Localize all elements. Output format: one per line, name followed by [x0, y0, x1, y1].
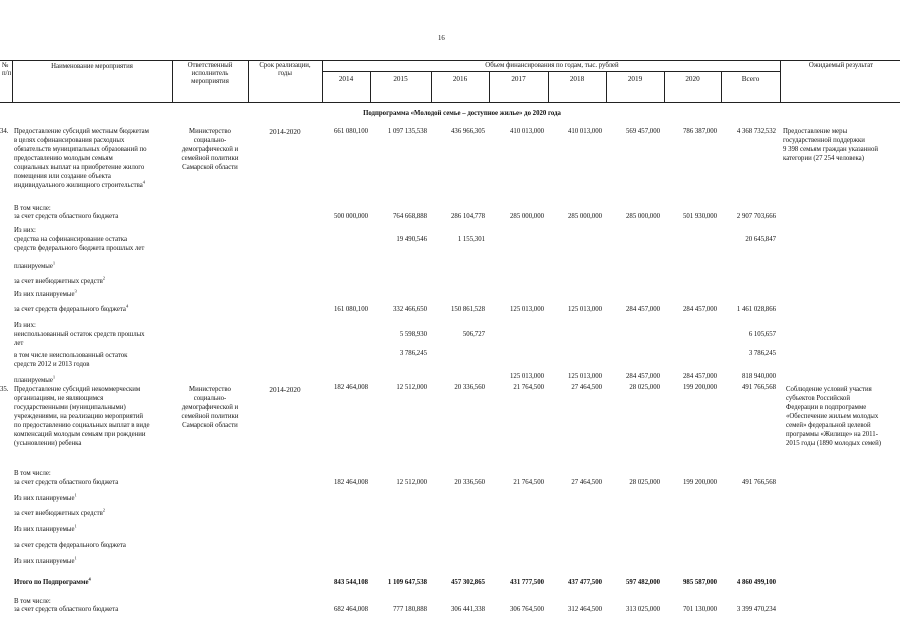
- col-header-year-2016: 2016: [452, 75, 468, 83]
- value-total: 20 645,847: [745, 236, 776, 243]
- value-2018: 285 000,000: [568, 213, 602, 220]
- value-2019: 597 482,000: [626, 579, 660, 586]
- value-2015: 764 668,888: [393, 213, 427, 220]
- value-2018: 27 464,500: [571, 384, 602, 391]
- result-line: программы «Жилище» на 2011-: [786, 431, 878, 438]
- value-2015: 19 490,546: [396, 236, 427, 243]
- value-2016: 286 104,778: [451, 213, 485, 220]
- value-2020: 985 587,000: [683, 579, 717, 586]
- value-2016: 306 441,338: [451, 606, 485, 613]
- value-2016: 1 155,301: [457, 236, 485, 243]
- responsible-line: семейной политики: [181, 413, 239, 420]
- value-2015: 1 109 647,538: [387, 579, 427, 586]
- value-total: 491 766,568: [742, 479, 776, 486]
- row-label: Из них планируемые$^1$: [14, 555, 77, 565]
- responsible-line: Министерство: [189, 386, 231, 393]
- value-2017: 410 013,000: [510, 128, 544, 135]
- value-2015: 12 512,000: [396, 384, 427, 391]
- value-2019: 313 025,000: [626, 606, 660, 613]
- value-2014: 843 544,108: [334, 579, 368, 586]
- col-header-year-2018: 2018: [569, 75, 585, 83]
- value-2019: 28 025,000: [629, 384, 660, 391]
- value-2019: 28 025,000: [629, 479, 660, 486]
- value-2019: 569 457,000: [626, 128, 660, 135]
- item-name-line: (усыновлении) ребенка: [14, 440, 82, 447]
- result-line: Предоставление меры: [783, 128, 848, 135]
- col-header-period-1: Срок реализации,: [259, 62, 311, 69]
- value-2015: 332 466,650: [393, 306, 427, 313]
- result-line: государственной поддержки: [783, 137, 865, 144]
- col-header-total: Всего: [741, 75, 760, 83]
- row-label: средств 2012 и 2013 годов: [14, 361, 90, 368]
- value-2015: 3 786,245: [399, 350, 427, 357]
- row-label: В том числе:: [14, 598, 51, 605]
- page-number: 16: [438, 35, 445, 42]
- row-label: Из них планируемые$^3$: [14, 288, 77, 298]
- col-header-responsible-1: Ответственный: [187, 62, 233, 69]
- item-name-line: по предоставлению социальных выплат в виде: [14, 422, 150, 429]
- value-2017: 125 013,000: [510, 373, 544, 380]
- value-2020: 199 200,000: [683, 384, 717, 391]
- value-2020: 284 457,000: [683, 373, 717, 380]
- row-label: лет: [14, 340, 24, 347]
- row-label: неиспользованный остаток средств прошлых: [14, 331, 145, 338]
- value-2020: 701 130,000: [683, 606, 717, 613]
- row-label: планируемые$^1$: [14, 374, 56, 384]
- value-2017: 431 777,500: [510, 579, 544, 586]
- total-label: Итого по Подпрограмме$^4$: [14, 576, 91, 586]
- value-2019: 285 000,000: [626, 213, 660, 220]
- value-total: 491 766,568: [742, 384, 776, 391]
- row-label: Из них планируемые$^1$: [14, 492, 77, 502]
- period: 2014-2020: [269, 386, 301, 394]
- item-number: 34.: [0, 128, 9, 135]
- row-label: за счет средств областного бюджета: [14, 479, 119, 486]
- value-2020: 199 200,000: [683, 479, 717, 486]
- period: 2014-2020: [269, 128, 301, 136]
- col-header-np: п/п: [2, 70, 12, 77]
- responsible-line: демографической и: [181, 404, 239, 411]
- value-2014: 182 464,008: [334, 479, 368, 486]
- col-header-no: №: [2, 62, 9, 69]
- value-total: 2 907 703,666: [736, 213, 776, 220]
- col-header-year-2020: 2020: [685, 75, 700, 83]
- value-total: 1 461 028,866: [736, 306, 776, 313]
- value-2014: 661 080,100: [334, 128, 368, 135]
- value-2019: 284 457,000: [626, 373, 660, 380]
- row-label: планируемые$^1$: [14, 260, 56, 270]
- row-label: за счет средств федерального бюджета: [14, 542, 126, 549]
- value-2018: 312 464,500: [568, 606, 602, 613]
- row-label: за счет средств областного бюджета: [14, 213, 119, 220]
- value-total: 6 105,657: [748, 331, 776, 338]
- value-2016: 20 336,560: [454, 479, 485, 486]
- value-total: 4 368 732,532: [736, 128, 776, 135]
- result-line: «Обеспечение жильем молодых: [786, 413, 879, 420]
- item-name-line: социальных выплат на приобретение жилого: [14, 164, 145, 171]
- col-header-period-2: годы: [278, 70, 292, 77]
- value-2016: 150 861,528: [451, 306, 485, 313]
- value-2018: 27 464,500: [571, 479, 602, 486]
- item-name-line: обязательств муниципальных образований по: [14, 146, 147, 153]
- col-header-year-2014: 2014: [338, 75, 354, 83]
- result-line: субъектов Российской: [786, 395, 850, 402]
- value-2020: 501 930,000: [683, 213, 717, 220]
- row-label: за счет внебюджетных средств$^2$: [14, 507, 106, 517]
- value-2016: 506,727: [462, 331, 485, 338]
- responsible-line: Министерство: [189, 128, 231, 135]
- value-total: 3 786,245: [748, 350, 776, 357]
- item-name-line: учреждениями, на реализацию мероприятий: [14, 413, 144, 420]
- value-2018: 125 013,000: [568, 306, 602, 313]
- item-name-line: предоставлению молодым семьям: [14, 155, 113, 162]
- value-2016: 20 336,560: [454, 384, 485, 391]
- responsible-line: семейной политики: [181, 155, 239, 162]
- value-2016: 436 966,305: [451, 128, 485, 135]
- value-total: 818 940,000: [742, 373, 776, 380]
- col-header-name: Наименование мероприятия: [51, 63, 133, 70]
- item-number: 35.: [0, 386, 9, 393]
- value-2019: 284 457,000: [626, 306, 660, 313]
- col-header-responsible-2: исполнитель: [191, 70, 229, 77]
- row-label: Из них:: [14, 227, 36, 234]
- row-label: средств федерального бюджета прошлых лет: [14, 245, 145, 252]
- value-2014: 161 080,100: [334, 306, 368, 313]
- col-header-responsible-3: мероприятия: [191, 78, 229, 85]
- row-label: за счет средств областного бюджета: [14, 606, 119, 613]
- col-header-year-2015: 2015: [393, 75, 408, 83]
- row-label: за счет внебюджетных средств$^2$: [14, 275, 106, 285]
- value-total: 3 399 470,234: [736, 606, 776, 613]
- responsible-line: социально-: [193, 395, 227, 402]
- value-2017: 306 764,500: [510, 606, 544, 613]
- value-2017: 285 000,000: [510, 213, 544, 220]
- value-2018: 437 477,500: [568, 579, 602, 586]
- item-name-line: организациям, не являющимся: [14, 395, 104, 402]
- result-line: категории (27 254 человека): [783, 155, 864, 162]
- value-2018: 410 013,000: [568, 128, 602, 135]
- result-line: 2015 годы (1890 молодых семей): [786, 440, 882, 447]
- col-header-funding: Объем финансирования по годам, тыс. рублей: [485, 62, 619, 69]
- item-name-line: Предоставление субсидий некоммерческим: [14, 386, 141, 393]
- value-2015: 777 180,888: [393, 606, 427, 613]
- item-name-line: государственными (муниципальными): [14, 404, 126, 411]
- value-2020: 284 457,000: [683, 306, 717, 313]
- row-label: В том числе:: [14, 205, 51, 212]
- value-2020: 786 387,000: [683, 128, 717, 135]
- row-label: за счет средств федерального бюджета$^4$: [14, 303, 129, 313]
- value-2014: 182 464,008: [334, 384, 368, 391]
- value-2015: 12 512,000: [396, 479, 427, 486]
- row-label: средства на софинансирование остатка: [14, 236, 127, 243]
- item-name-line: Предоставление субсидий местным бюджетам: [14, 128, 149, 135]
- result-line: Соблюдение условий участия: [786, 386, 872, 393]
- value-2017: 21 764,500: [513, 479, 544, 486]
- item-name-line: индивидуального жилищного строительства$^4$: [14, 179, 146, 189]
- result-line: семей» федеральной целевой: [786, 422, 871, 429]
- responsible-line: социально-: [193, 137, 227, 144]
- value-2014: 682 464,008: [334, 606, 368, 613]
- col-header-year-2019: 2019: [627, 75, 643, 83]
- row-label: Из них:: [14, 322, 36, 329]
- item-name-line: компенсаций молодым семьям при рождении: [14, 431, 146, 438]
- value-2015: 5 598,930: [399, 331, 427, 338]
- result-line: 9 398 семьям граждан указанной: [783, 146, 878, 153]
- value-2018: 125 013,000: [568, 373, 602, 380]
- row-label: Из них планируемые$^1$: [14, 523, 77, 533]
- row-label: В том числе:: [14, 470, 51, 477]
- result-line: Федерации в подпрограмме: [786, 404, 867, 411]
- responsible-line: Самарской области: [182, 422, 238, 429]
- value-2017: 21 764,500: [513, 384, 544, 391]
- item-name-line: помещения или создание объекта: [14, 173, 111, 180]
- value-2014: 500 000,000: [334, 213, 368, 220]
- item-name-line: в целях софинансирования расходных: [14, 137, 125, 144]
- value-2016: 457 302,865: [451, 579, 485, 586]
- responsible-line: Самарской области: [182, 164, 238, 171]
- value-2015: 1 097 135,538: [387, 128, 427, 135]
- value-2017: 125 013,000: [510, 306, 544, 313]
- col-header-result: Ожидаемый результат: [808, 62, 874, 69]
- value-total: 4 860 499,100: [736, 579, 776, 586]
- row-label: в том числе неиспользованный остаток: [14, 352, 128, 359]
- col-header-year-2017: 2017: [511, 75, 526, 83]
- responsible-line: демографической и: [181, 146, 239, 153]
- subprogram-title: Подпрограмма «Молодой семье – доступное жилье» до 2020 года: [363, 110, 561, 117]
